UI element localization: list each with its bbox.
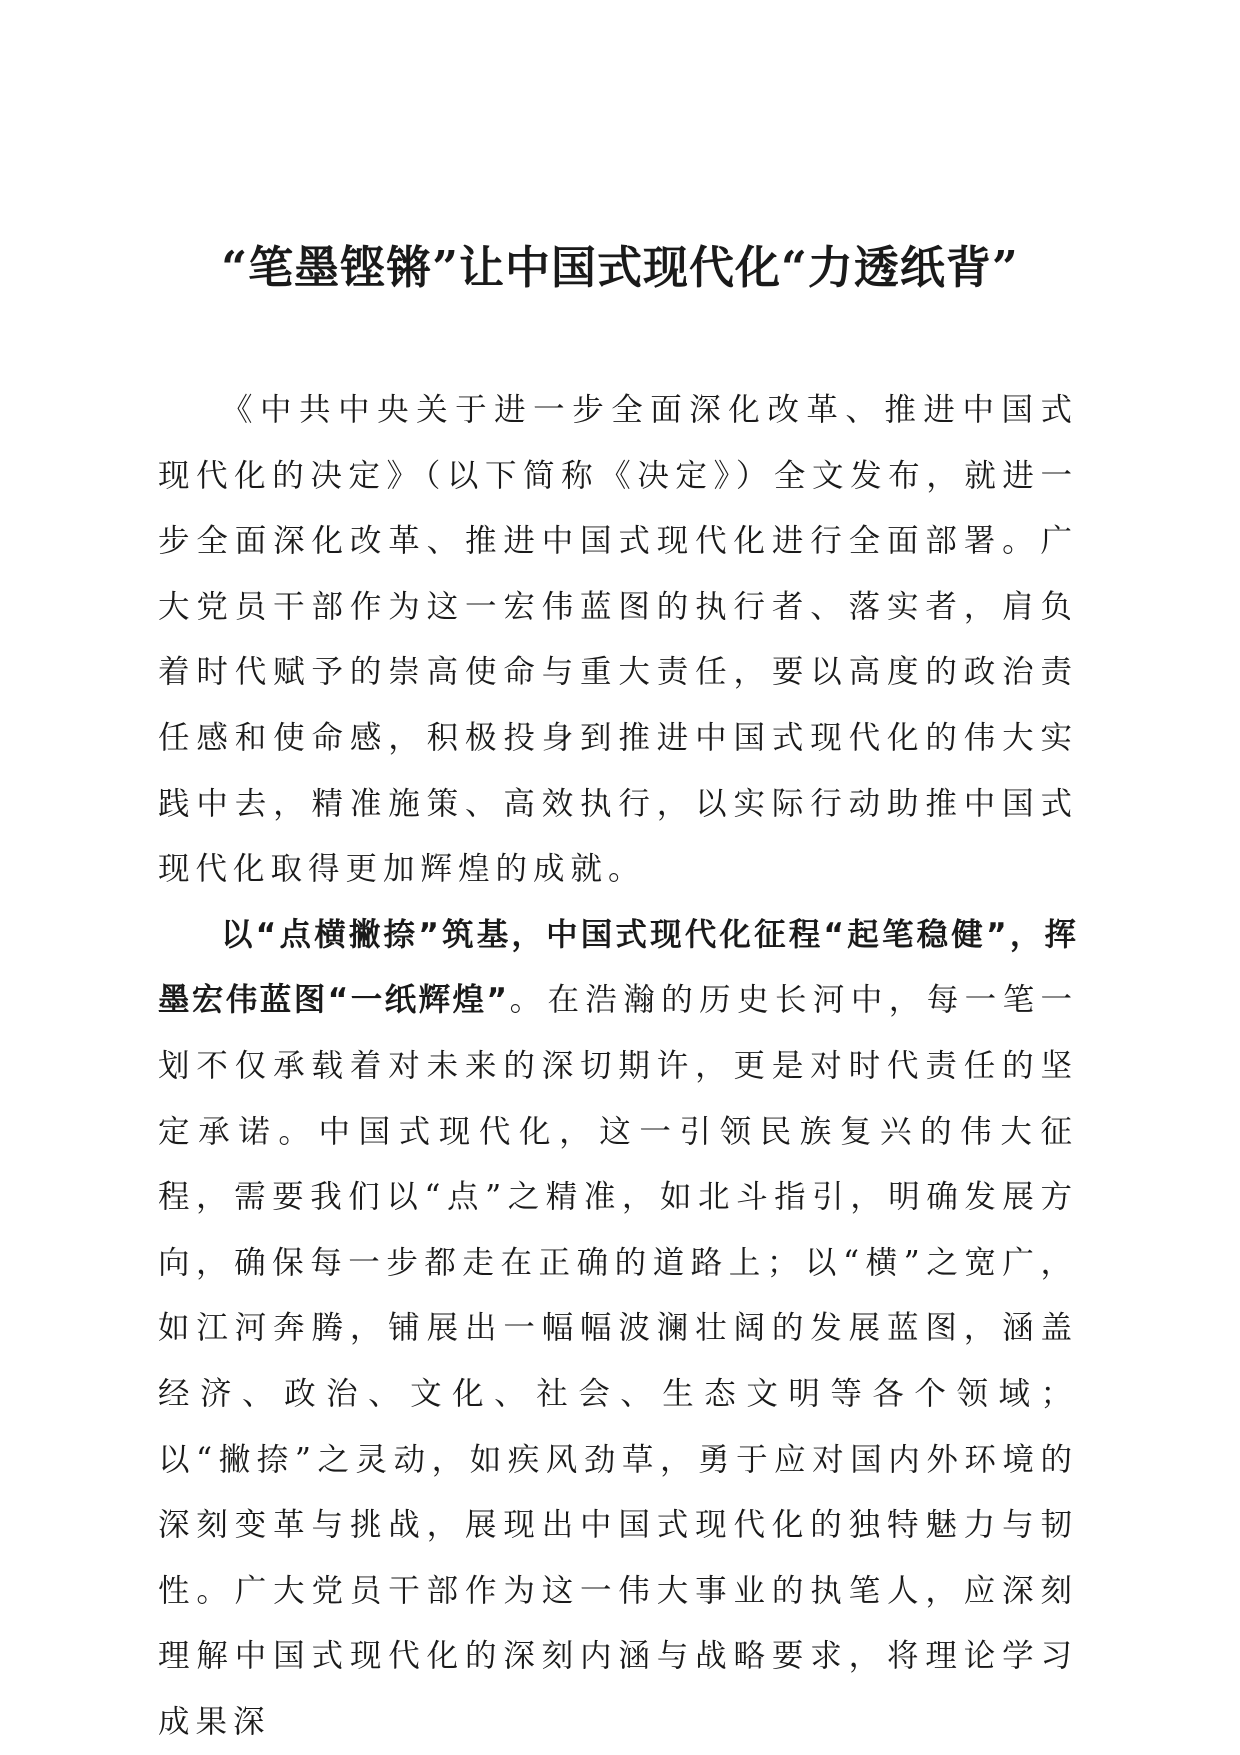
section-paragraph-text: 。在浩瀚的历史长河中，每一笔一划不仅承载着对未来的深切期许，更是对时代责任的坚定承诺。中国式现代化，这一引领民族复兴的伟大征程，需要我们以“点”之精准，如北斗指引，明确发展方向，确保每一步都走在正确的道路上；以“横”之宽广，如江河奔腾，铺展出一幅幅波澜壮阔的发展蓝图，涵盖经济、政治、文化、社会、生态文明等各个领域；以“撇捺”之灵动，如疾风劲草，勇于应对国内外环境的深刻变革与挑战，展现出中国式现代化的独特魅力与韧性。广大党员干部作为这一伟大事业的执笔人，应深刻理解中国式现代化的深刻内涵与战略要求，将理论学习成果深 — [158, 982, 1078, 1740]
section-paragraph — [158, 903, 1078, 1755]
intro-paragraph — [158, 378, 1078, 903]
document-title: “笔墨铿锵”让中国式现代化“力透纸背” — [221, 241, 1019, 294]
intro-paragraph-text: 《中共中央关于进一步全面深化改革、推进中国式现代化的决定》（以下简称《决定》）全文发布，就进一步全面深化改革、推进中国式现代化进行全面部署。广大党员干部作为这一宏伟蓝图的执行者、落实者，肩负着时代赋予的崇高使命与重大责任，要以高度的政治责任感和使命感，积极投身到推进中国式现代化的伟大实践中去，精准施策、高效执行，以实际行动助推中国式现代化取得更加辉煌的成就。 — [158, 392, 1078, 888]
section-lead-heading: 以“点横撇捺”筑基，中国式现代化征程“起笔稳健”，挥墨宏伟蓝图“一纸辉煌” — [158, 916, 1078, 1019]
document-body — [158, 378, 1078, 1755]
